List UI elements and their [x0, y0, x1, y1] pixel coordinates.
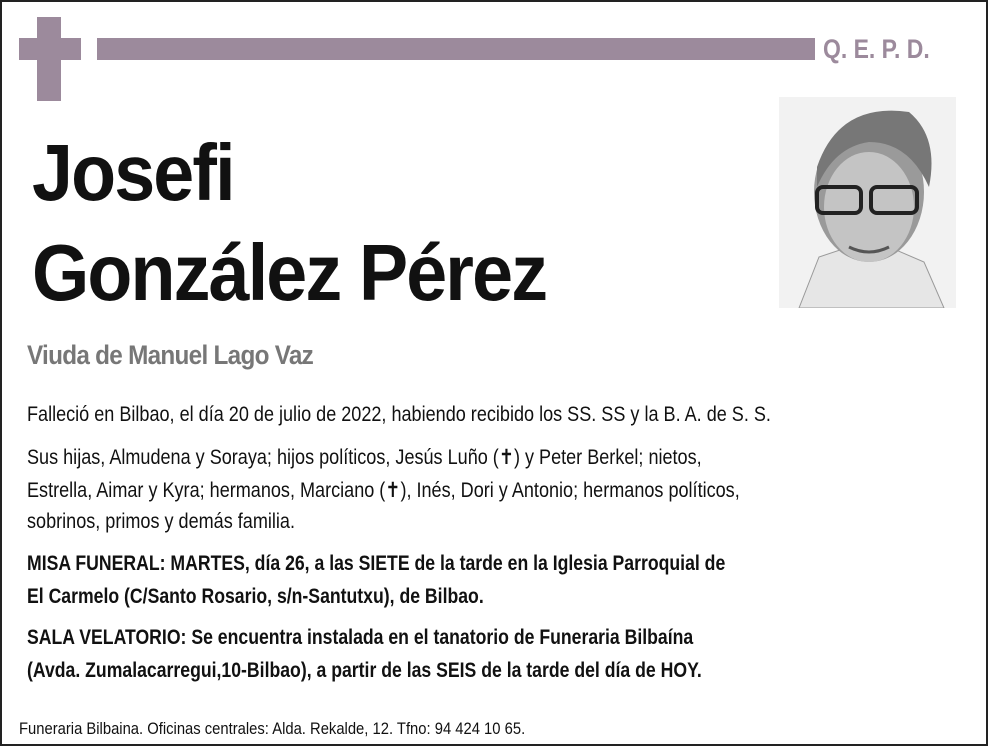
wake-line: SALA VELATORIO: Se encuentra instalada en el tanatorio de Funeraria Bilbaína	[27, 626, 694, 649]
footer: Funeraria Bilbaina. Oficinas centrales: Alda. Rekalde, 12. Tfno: 94 424 10 65.	[19, 719, 526, 738]
wake-line: (Avda. Zumalacarregui,10-Bilbao), a partir de las SEIS de la tarde del día de HOY.	[27, 659, 702, 682]
death-notice: Falleció en Bilbao, el día 20 de julio de 2022, habiendo recibido los SS. SS y la B. A. de S. S.	[27, 403, 771, 426]
header-bar	[97, 38, 815, 60]
cross-icon-arm	[19, 38, 81, 60]
family-line: sobrinos, primos y demás familia.	[27, 510, 295, 533]
surnames: González Pérez	[32, 228, 547, 317]
funeral-line: MISA FUNERAL: MARTES, día 26, a las SIETE de la tarde en la Iglesia Parroquial de	[27, 552, 726, 575]
subtitle: Viuda de Manuel Lago Vaz	[27, 340, 314, 370]
funeral-line: El Carmelo (C/Santo Rosario, s/n-Santutxu), de Bilbao.	[27, 585, 484, 608]
qepd-label: Q. E. P. D.	[823, 34, 930, 64]
family-line: Estrella, Aimar y Kyra; hermanos, Marciano (✝), Inés, Dori y Antonio; hermanos políticos,	[27, 479, 740, 502]
deceased-photo	[779, 97, 956, 308]
first-name: Josefi	[32, 128, 234, 217]
family-line: Sus hijas, Almudena y Soraya; hijos políticos, Jesús Luño (✝) y Peter Berkel; nietos,	[27, 446, 702, 469]
